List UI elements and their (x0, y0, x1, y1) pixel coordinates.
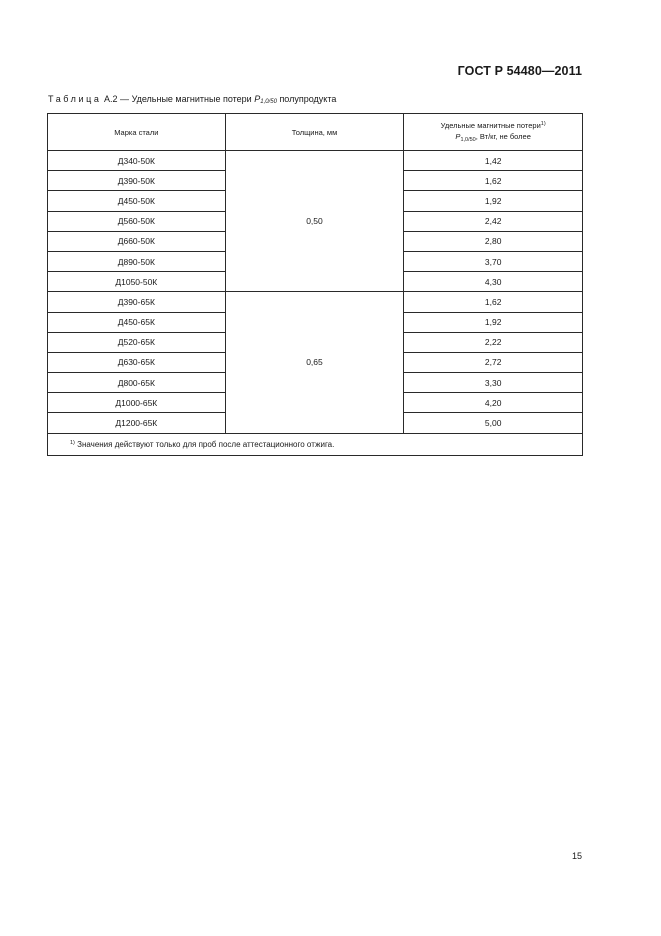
caption-dash: — (120, 94, 130, 104)
table-footnote (48, 433, 583, 455)
table-footnote-row (48, 433, 583, 455)
loss-cell: 1,92 (404, 312, 583, 332)
grade-cell: Д390-50К (48, 171, 226, 191)
grade-cell: Д630-65К (48, 352, 226, 372)
grade-cell: Д1200-65К (48, 413, 226, 433)
header-grade: Марка стали (48, 114, 226, 151)
header-loss-footnote-marker: 1) (540, 120, 546, 127)
loss-cell: 2,72 (404, 352, 583, 372)
grade-cell: Д450-65К (48, 312, 226, 332)
footnote-marker: 1) (70, 439, 75, 446)
grade-cell: Д1050-50К (48, 272, 226, 292)
caption-suffix: полупродукта (279, 94, 337, 104)
header-thickness: Толщина, мм (225, 114, 404, 151)
loss-cell: 5,00 (404, 413, 583, 433)
header-loss-subscript: 1,0/50 (460, 136, 476, 143)
grade-cell: Д390-65К (48, 292, 226, 312)
header-loss-symbol: P (455, 131, 461, 141)
table-header-row (48, 114, 583, 151)
magnetic-loss-table (47, 113, 583, 456)
grade-cell: Д890-50К (48, 251, 226, 271)
loss-cell: 2,80 (404, 231, 583, 251)
caption-symbol: P (254, 94, 261, 104)
grade-cell: Д660-50К (48, 231, 226, 251)
loss-cell: 4,30 (404, 272, 583, 292)
thickness-cell: 0,65 (225, 292, 404, 433)
thickness-cell: 0,50 (225, 151, 404, 292)
grade-cell: Д520-65К (48, 332, 226, 352)
header-loss-title: Удельные магнитные потери (440, 120, 541, 130)
header-loss-units: , Вт/кг, не более (475, 131, 531, 141)
footnote-text: Значения действуют только для проб после аттестационного отжига. (77, 439, 335, 449)
loss-cell: 3,30 (404, 373, 583, 393)
grade-cell: Д800-65К (48, 373, 226, 393)
document-code: ГОСТ Р 54480—2011 (457, 64, 582, 78)
caption-symbol-subscript: 1,0/50 (260, 99, 277, 105)
grade-cell: Д450-50К (48, 191, 226, 211)
loss-cell: 3,70 (404, 251, 583, 271)
loss-cell: 1,42 (404, 151, 583, 171)
loss-cell: 1,62 (404, 171, 583, 191)
caption-label: Таблица (48, 94, 102, 104)
loss-cell: 1,92 (404, 191, 583, 211)
loss-cell: 2,42 (404, 211, 583, 231)
caption-text: Удельные магнитные потери (131, 94, 252, 104)
loss-cell: 1,62 (404, 292, 583, 312)
loss-cell: 4,20 (404, 393, 583, 413)
table-row (48, 151, 583, 171)
grade-cell: Д340-50К (48, 151, 226, 171)
page-number: 15 (571, 851, 582, 861)
loss-cell: 2,22 (404, 332, 583, 352)
header-loss (404, 114, 583, 151)
table-caption (48, 94, 336, 105)
grade-cell: Д1000-65К (48, 393, 226, 413)
grade-cell: Д560-50К (48, 211, 226, 231)
table-row (48, 292, 583, 312)
caption-number: А.2 (104, 94, 118, 104)
